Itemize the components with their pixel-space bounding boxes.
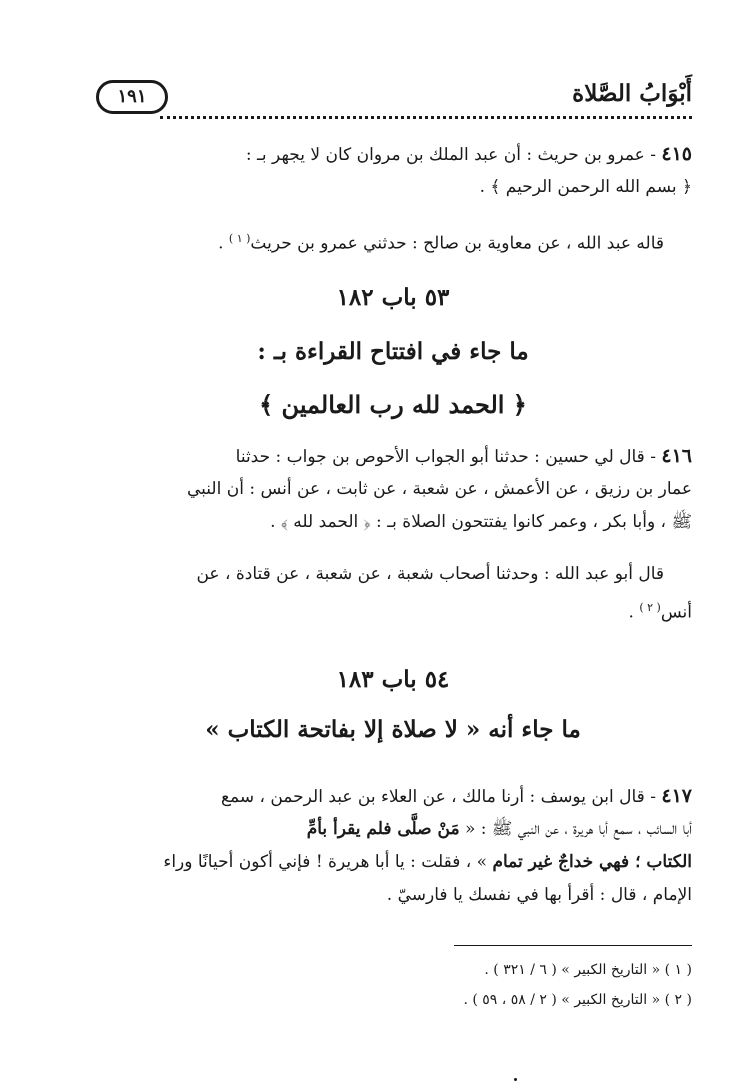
bab-54-title: ما جاء أنه « لا صلاة إلا بفاتحة الكتاب » bbox=[205, 716, 581, 743]
hadith-415 bbox=[94, 138, 692, 204]
page-number: ١٩١ bbox=[96, 80, 168, 114]
bab-54-heading: ٥٤ باب ١٨٣ bbox=[336, 666, 450, 693]
bab-53-title: ما جاء في افتتاح القراءة بـ : bbox=[257, 338, 529, 365]
hadith-text: عمار بن رزيق ، عن الأعمش ، عن شعبة ، عن ثابت ، عن أنس : أن النبي bbox=[187, 479, 692, 499]
footnote-ref: ( ٢ ) bbox=[639, 601, 661, 614]
hadith-number: ٤١٦ bbox=[661, 445, 692, 467]
hadith-text: ﷺ ، وأبا بكر ، وعمر كانوا يفتتحون الصلاة بـ : ﴿ الحمد لله ﴾ . bbox=[270, 512, 692, 532]
header-divider bbox=[160, 116, 692, 119]
prophetic-quote: الكتاب ؛ فهي خداجٌ غير تمام bbox=[492, 852, 692, 872]
hadith-text: » ، فقلت : يا أبا هريرة ! فإني أكون أحيانًا وراء bbox=[163, 852, 493, 872]
print-mark bbox=[514, 1078, 517, 1081]
bab-53-subtitle: ﴿ الحمد لله رب العالمين ﴾ bbox=[259, 390, 527, 419]
running-title: أَبْوَابُ الصَّلاة bbox=[572, 80, 692, 107]
hadith-416 bbox=[94, 440, 692, 539]
page-header bbox=[96, 78, 692, 126]
hadith-number: ٤١٧ bbox=[661, 785, 692, 807]
hadith-text: الإمام ، قال : أقرأ بها في نفسك يا فارسيّ . bbox=[386, 885, 692, 905]
hadith-text: أبا السائب ، سمع أبا هريرة ، عن النبي ﷺ : « bbox=[459, 819, 692, 839]
hadith-text: - عمرو بن حريث : أن عبد الملك بن مروان كان لا يجهر بـ : bbox=[245, 145, 656, 165]
footnote-1: ( ١ ) « التاريخ الكبير » ( ٦ / ٣٢١ ) . bbox=[484, 962, 692, 978]
source-text: قال أبو عبد الله : وحدثنا أصحاب شعبة ، عن شعبة ، عن قتادة ، عن bbox=[196, 564, 664, 584]
source-end: . bbox=[628, 602, 640, 623]
hadith-416-source bbox=[94, 558, 692, 624]
footnote-ref: ( ١ ) bbox=[228, 232, 251, 245]
hadith-417 bbox=[94, 780, 692, 912]
source-end: . bbox=[218, 233, 229, 254]
footnote-divider bbox=[454, 945, 692, 946]
prophetic-quote: مَنْ صلَّى فلم يقرأ بأمِّ bbox=[306, 819, 460, 839]
hadith-text: - قال لي حسين : حدثنا أبو الجواب الأحوص بن جواب : حدثنا bbox=[235, 447, 656, 467]
source-text: أنس bbox=[660, 602, 692, 623]
hadith-text: - قال ابن يوسف : أرنا مالك ، عن العلاء بن عبد الرحمن ، سمع bbox=[220, 787, 656, 807]
footnote-2: ( ٢ ) « التاريخ الكبير » ( ٢ / ٥٨ ، ٥٩ ) . bbox=[463, 992, 692, 1008]
hadith-number: ٤١٥ bbox=[661, 143, 692, 165]
source-text: قاله عبد الله ، عن معاوية بن صالح : حدثني عمرو بن حريث bbox=[250, 233, 664, 254]
hadith-text: ﴿ بسم الله الرحمن الرحيم ﴾ . bbox=[479, 177, 692, 197]
hadith-415-source bbox=[94, 222, 692, 255]
bab-53-heading: ٥٣ باب ١٨٢ bbox=[336, 284, 450, 311]
